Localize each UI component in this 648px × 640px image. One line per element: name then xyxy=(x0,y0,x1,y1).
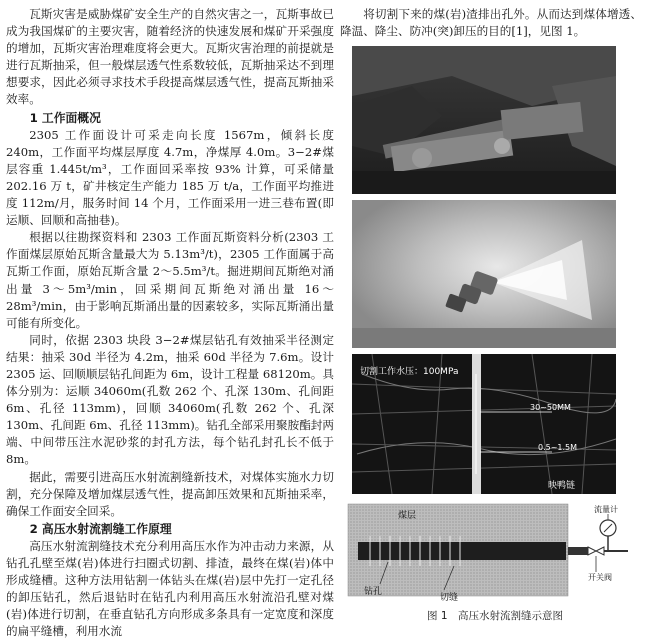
figure-caption: 图 1 高压水射流割缝示意图 xyxy=(426,610,564,622)
label-flowmeter: 流量计 xyxy=(594,505,618,514)
figure-1-diagram xyxy=(344,500,634,604)
label-coal-seam: 煤层 xyxy=(398,511,417,521)
photo-cut-slots xyxy=(352,354,616,494)
paragraph-conclusion: 据此，需要引进高压水射流割缝新技术，对煤体实施水力切割，充分保障及增加煤层透气性，提高卸压效果和瓦斯抽采率，确保工作面安全回采。 xyxy=(6,469,334,518)
label-borehole: 钻孔 xyxy=(364,587,383,597)
section-heading-2: 2 高压水射流割缝工作原理 xyxy=(29,521,172,536)
paragraph-gas-analysis: 根据以往勘探资料和 2303 工作面瓦斯资料分析(2303 工作面煤层原始瓦斯含量最大为 5.13m³/t)，2305 工作面属于高瓦斯工作面，原始瓦斯含量 2～5.5m³/t。掘进期间瓦斯绝对涌出量 3～5m³/min，回采期间瓦斯绝对涌出量 16～28m³/min，由于影响瓦斯涌出量的因素较多，实际瓦斯涌出量可能有所变化。 xyxy=(6,230,334,330)
label-slot: 切缝 xyxy=(440,593,459,603)
section-heading-1: 1 工作面概况 xyxy=(29,110,101,125)
label-valve: 开关阀 xyxy=(588,573,612,582)
photo-drilling-rig xyxy=(352,46,616,194)
paragraph-principle: 高压水射流割缝技术充分利用高压水作为冲击动力来源，从钻孔孔壁至煤(岩)体进行扫圈式切割、排渣，最终在煤(岩)体中形成缝槽。这种方法用钻割一体钻头在煤(岩)层中先打一定孔径的卸压钻孔，然后退钻时在钻孔内利用高压水射流沿孔壁对煤(岩)体进行切割，在垂直钻孔方向形成多条具有一定宽度和深度的扁平缝槽，利用水流 xyxy=(6,538,334,639)
paragraph-drilling: 同时，依据 2303 块段 3−2#煤层钻孔有效抽采半径测定结果：抽采 30d 半径为 4.2m，抽采 60d 半径为 7.6m。设计 2305 运、回顺顺层钻孔间距为 6m，设计工程量 68120m。具体分别为：运顺 34060m(孔数 262 个、孔深 130m、孔间距 6m、孔径 113mm)，回顺 34060m(孔数 262 个、孔深 130m、孔间距 6m、孔径 113mm)。钻孔全部采用聚胺酯封两端、中间带压注水泥砂浆的封孔方法，每个钻孔封孔长不低于 8m。 xyxy=(6,332,334,467)
paragraph-continued: 将切割下来的煤(岩)渣排出孔外。从而达到煤体增透、降温、降尘、防冲(突)卸压的目的[1]，见图 1。 xyxy=(340,7,642,39)
left-column xyxy=(6,6,334,640)
pressure-label: 切割工作水压：100MPa xyxy=(360,367,459,377)
right-column xyxy=(340,6,642,40)
slot-depth-label: 0.5~1.5M xyxy=(538,443,578,452)
photo-water-jet xyxy=(352,200,616,348)
slot-width-label: 30~50MM xyxy=(530,403,571,412)
paragraph-intro: 瓦斯灾害是威胁煤矿安全生产的自然灾害之一，瓦斯事故已成为我国煤矿的主要灾害，随着经济的快速发展和煤矿开采强度的增加，瓦斯灾害治理难度将会更大。瓦斯灾害治理的前提就是进行瓦斯抽采，但一般煤层透气性系数较低，瓦斯抽采达不到理想要求，因此必须寻求技术手段提高煤层透气性，提高瓦斯抽采效率。 xyxy=(6,7,334,107)
paragraph-overview: 2305 工作面设计可采走向长度 1567m，倾斜长度 240m，工作面平均煤层厚度 4.7m，净煤厚 4.0m。3−2#煤层容重 1.445t/m³，工作面回采率按 93% 计算，可采储量 202.16 万 t，矿井核定生产能力 185 万 t/a，工作面平均推进度 112m/月，服务时间 14 个月，工作面采用一进三巷布置(即运顺、回顺和高抽巷)。 xyxy=(6,127,334,228)
photo-logo: 映鸭链 xyxy=(548,481,576,491)
